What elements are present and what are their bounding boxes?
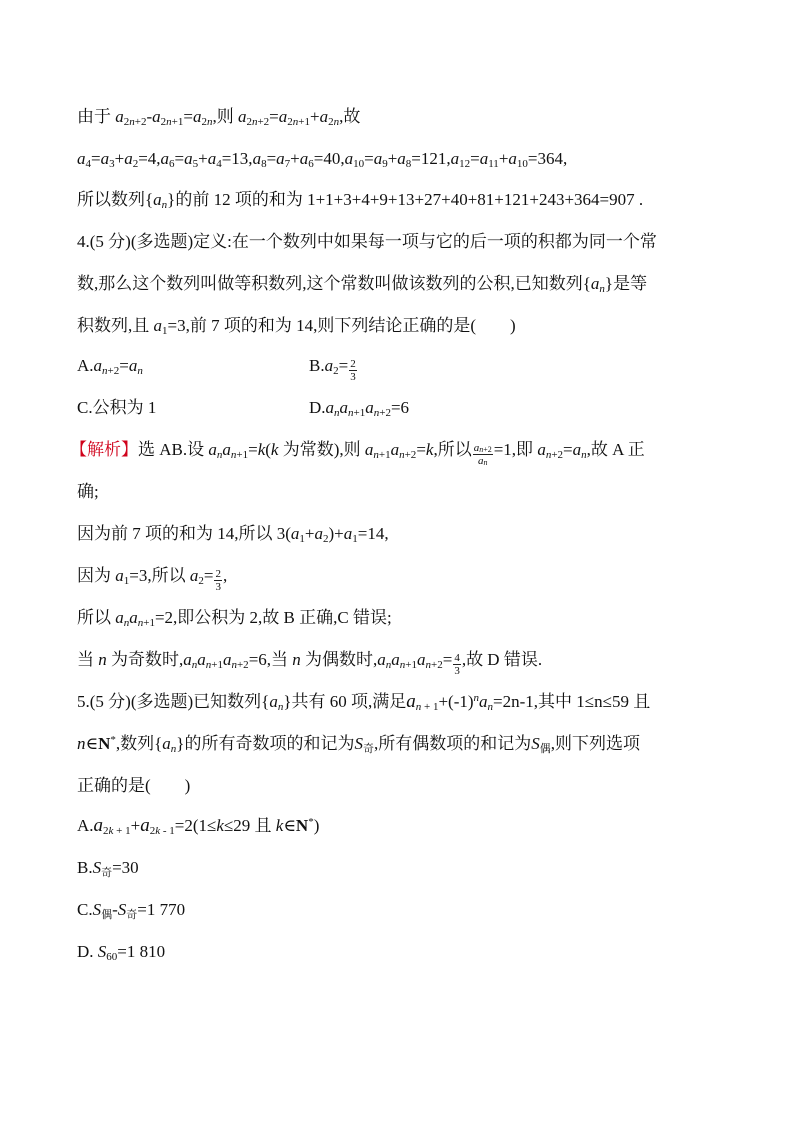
analysis-line-2: 确; — [77, 482, 99, 501]
question-5-line-3: 正确的是( ) — [77, 776, 191, 795]
solution-line-1: 由于 $a_{2n+2}-a_{2n+1}=a_{2n}$,则 $a_{2n+2}=a_{2n+1}+a_{2n}$,故 — [77, 107, 361, 128]
analysis-line-5: 所以 $a_na_{n+1}=2$,即公积为 2,故 B 正确,C 错误; — [77, 608, 392, 629]
analysis-line-6: 当 n 为奇数时$,a_na_{n+1}a_{n+2}=6$,当 n 为偶数时$,a_na_{n+1}a_{n+2}=$ $\frac{4}{3}$ ,故 D 错误. — [77, 650, 543, 677]
analysis-line-3: 因为前 7 项的和为 14,所以 $3(a_1+a_2)+a_1=14$, — [77, 524, 389, 545]
question-4-line-1: 4.(5 分)(多选题)定义:在一个数列中如果每一项与它的后一项的积都为同一个常 — [77, 232, 657, 251]
fraction-2-3-b: $\frac{2}{3}$ — [215, 568, 221, 593]
q4-option-a: $A.a_{n+2}=a_n$ — [77, 356, 143, 377]
solution-line-3: 所以数列$\{a_n\}$的前 12 项的和为 1+1+3+4+9+13+27+40+81+121+243+364=907 . — [77, 190, 644, 211]
q4-option-c: C.公积为 1 — [77, 398, 157, 417]
question-4-line-2: 数,那么这个数列叫做等积数列,这个常数叫做该数列的公积,已知数列$\{a_n\}$是等 — [77, 274, 648, 295]
fraction-2-3: $\frac{2}{3}$ — [350, 358, 356, 383]
fraction-4-3: $\frac{4}{3}$ — [454, 652, 460, 677]
question-5-line-2: n∈N*,数列$\{a_n\}$的所有奇数项的和记为$S_奇$,所有偶数项的和记为$S_偶$,则下列选项 — [77, 734, 640, 755]
analysis-line-1: 【解析】选 AB.设 $a_na_{n+1}=k(k$ 为常数),则 $a_{n+1}a_{n+2}=k$,所以 $\frac{a_{n+2}}{a_n}$ =1,即 $a_{n+2}=a_n$,故 A 正 — [70, 440, 645, 467]
fraction-an2-over-an: $\frac{a_{n+2}}{a_n}$ — [473, 442, 492, 467]
question-4-line-3: 积数列,且 $a_1=3$,前 7 项的和为 14,则下列结论正确的是( ) — [77, 316, 516, 337]
q4-option-b: $B.a_2=$ $\frac{2}{3}$ — [309, 356, 356, 383]
q4-option-d: $D.a_na_{n+1}a_{n+2}=6$ — [309, 398, 410, 419]
analysis-tag: 【解析】 — [70, 440, 138, 459]
q5-option-a: $A.a_{2k + 1}+a_{2k - 1}=2(1\le k\le 29$ 且 k∈N*) — [77, 815, 320, 837]
q5-option-c: $C.S_偶-S_奇=1$ 770 — [77, 900, 186, 921]
analysis-line-4: 因为 $a_1=3$,所以 $a_2=$ $\frac{2}{3}$ , — [77, 566, 228, 593]
solution-line-2: $a_4=a_3+a_2=4,a_6=a_5+a_4=13,a_8=a_7+a_6=40,a_{10}=a_9+a_8=121,a_{12}=a_{11}+a_{10}=364$, — [77, 149, 568, 170]
question-5-line-1: 5.(5 分)(多选题)已知数列$\{a_n\}$共有 60 项,满足$a_{n + 1}+(-1)^na_n=2n-1$,其中 1≤n≤59 且 — [77, 691, 651, 713]
q5-option-b: $B.S_奇=30$ — [77, 858, 139, 879]
q5-option-d: D. $S_{60}=1$ 810 — [77, 942, 166, 963]
